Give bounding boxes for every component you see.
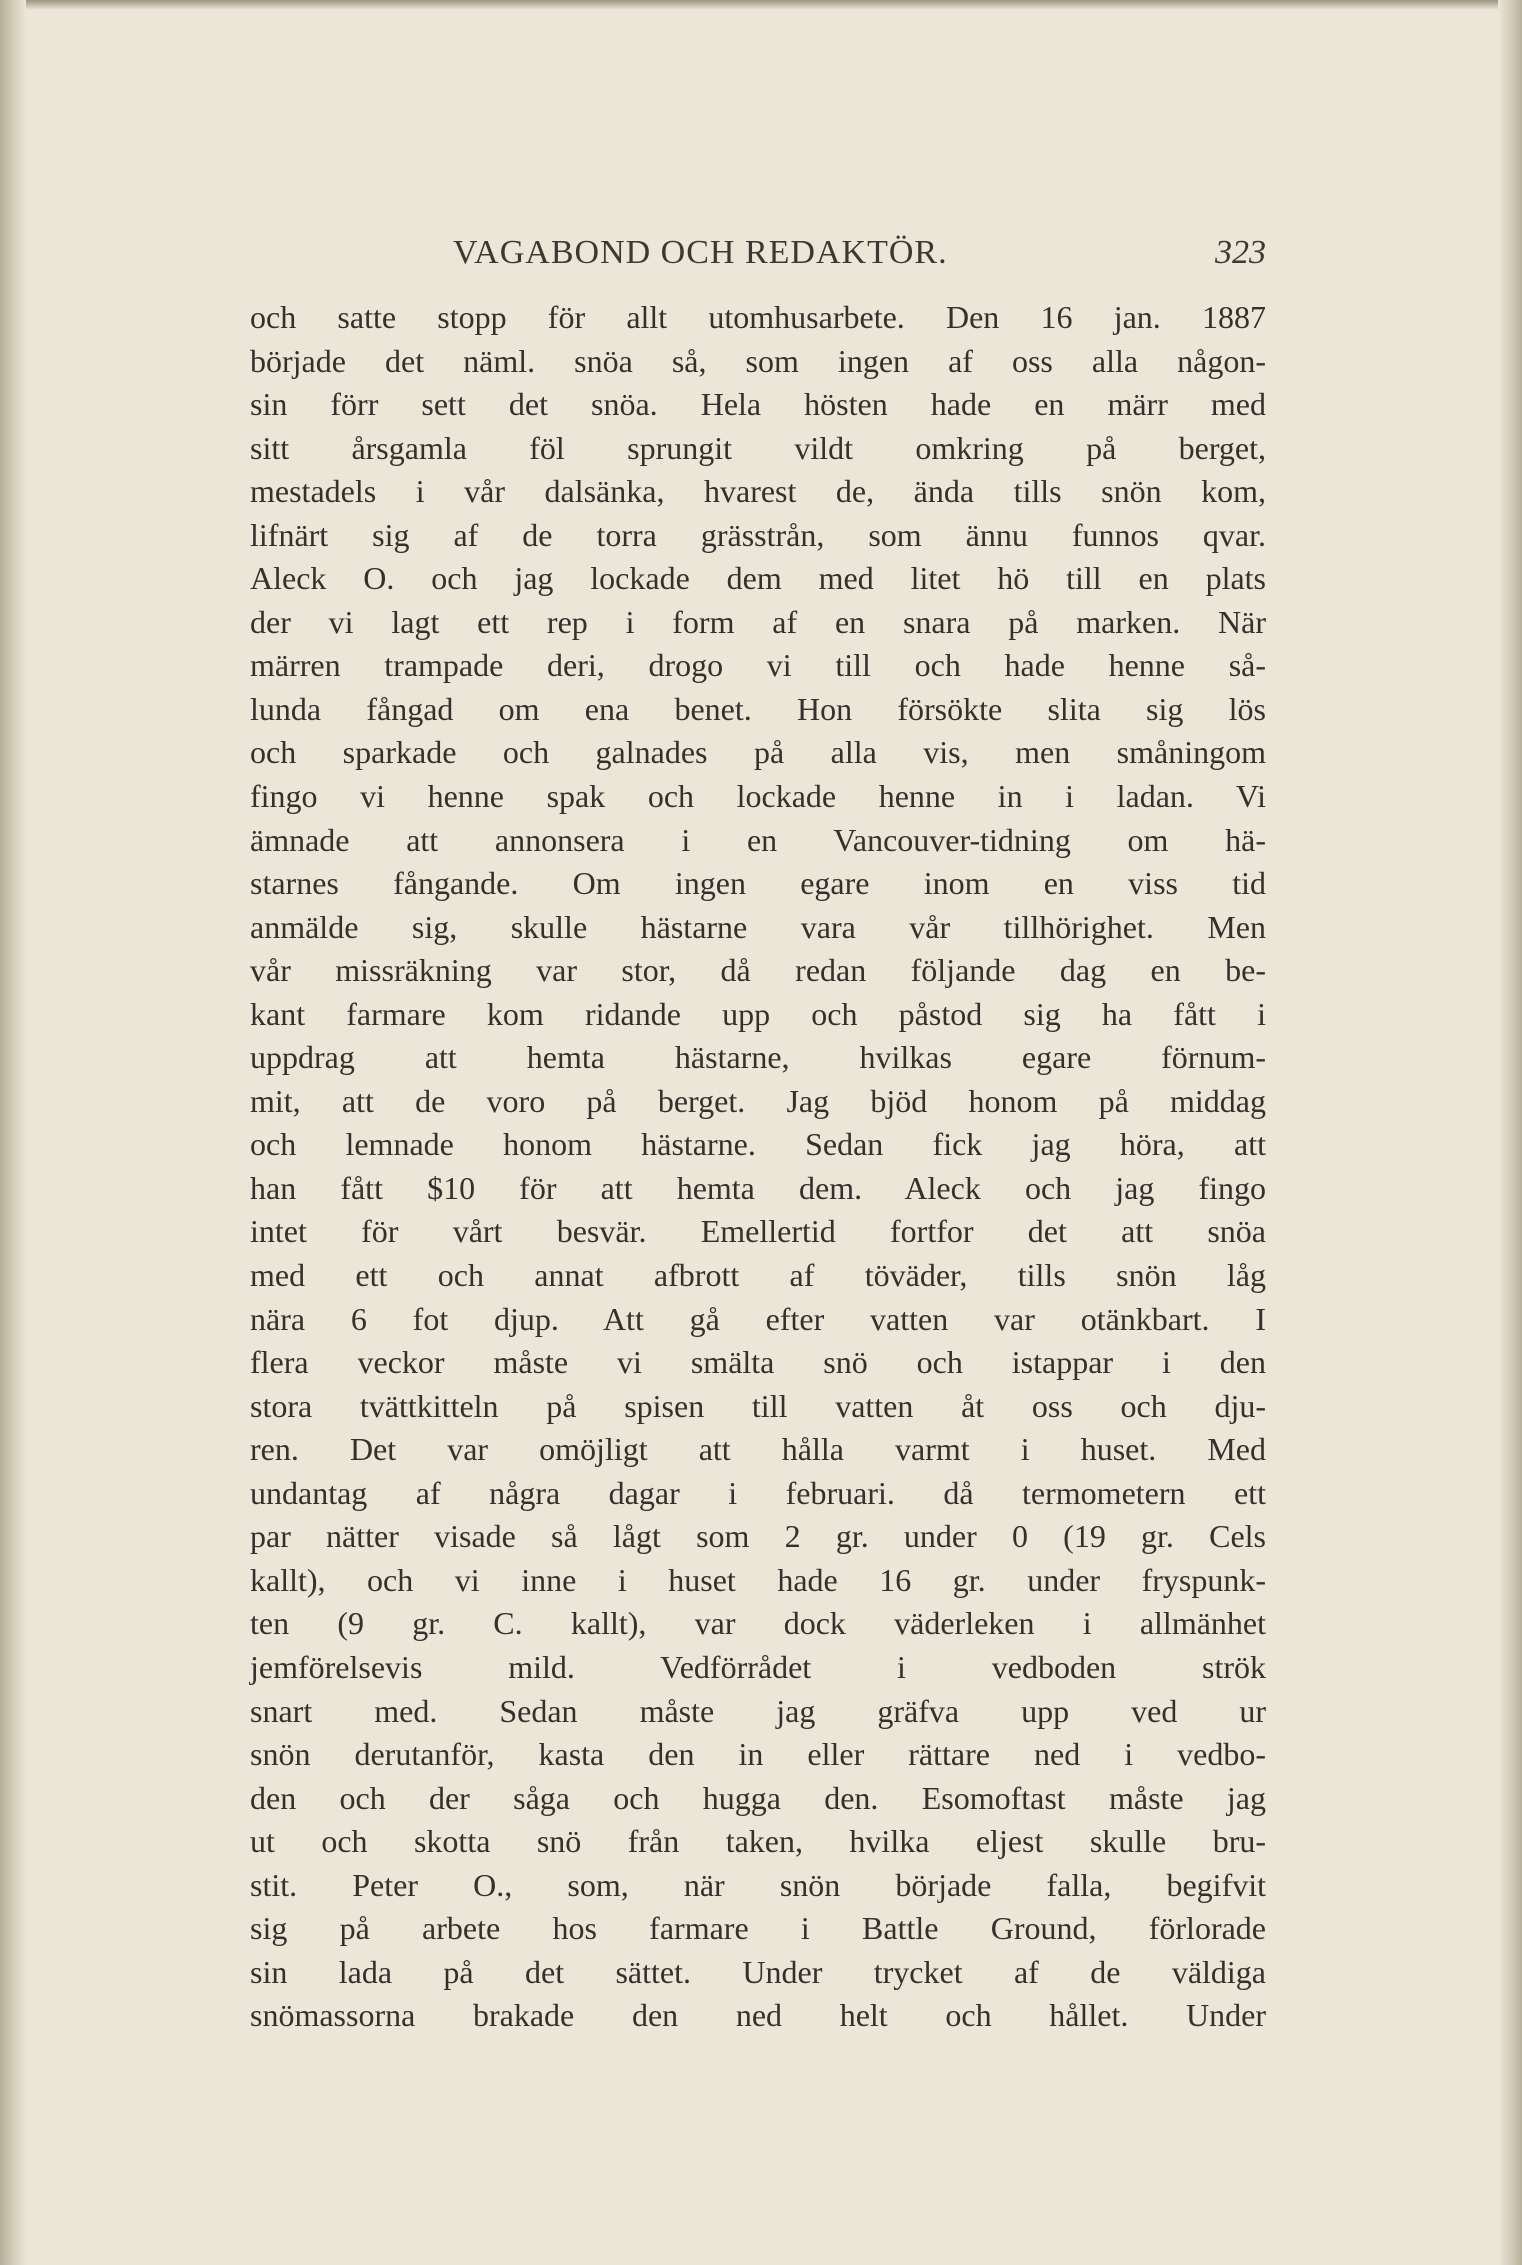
- text-line: sig på arbete hos farmare i Battle Ground, förlorade: [250, 1910, 1266, 1947]
- text-line: starnes fångande. Om ingen egare inom en viss tid: [250, 865, 1266, 902]
- text-line: lifnärt sig af de torra grässtrån, som ännu funnos qvar.: [250, 516, 1266, 553]
- text-line: kallt), och vi inne i huset hade 16 gr. under fryspunk-: [250, 1561, 1266, 1598]
- text-line: lunda fångad om ena benet. Hon försökte slita sig lös: [250, 690, 1266, 727]
- page-header: [250, 234, 1266, 282]
- text-line: mit, att de voro på berget. Jag bjöd honom på middag: [250, 1082, 1266, 1119]
- text-line: ut och skotta snö från taken, hvilka eljest skulle bru-: [250, 1823, 1266, 1860]
- text-line: han fått $10 för att hemta dem. Aleck och jag fingo: [250, 1169, 1266, 1206]
- text-line: märren trampade deri, drogo vi till och hade henne så-: [250, 647, 1266, 684]
- text-line: och lemnade honom hästarne. Sedan fick jag höra, att: [250, 1126, 1266, 1163]
- text-line: snön derutanför, kasta den in eller rättare ned i vedbo-: [250, 1736, 1266, 1773]
- text-line: ten (9 gr. C. kallt), var dock väderleken i allmänhet: [250, 1605, 1266, 1642]
- text-line: och sparkade och galnades på alla vis, men småningom: [250, 734, 1266, 771]
- text-line: stit. Peter O., som, när snön började falla, begifvit: [250, 1866, 1266, 1903]
- page-right-edge: [1498, 0, 1522, 2265]
- text-line: sin förr sett det snöa. Hela hösten hade en märr med: [250, 386, 1266, 423]
- text-line: stora tvättkitteln på spisen till vatten åt oss och dju-: [250, 1387, 1266, 1424]
- text-line: Aleck O. och jag lockade dem med litet hö till en plats: [250, 560, 1266, 597]
- text-line: den och der såga och hugga den. Esomoftast måste jag: [250, 1779, 1266, 1816]
- text-line: och satte stopp för allt utomhusarbete. Den 16 jan. 1887: [250, 299, 1266, 335]
- text-line: började det näml. snöa så, som ingen af oss alla någon-: [250, 342, 1266, 379]
- text-line: undantag af några dagar i februari. då termometern ett: [250, 1474, 1266, 1511]
- text-line: snart med. Sedan måste jag gräfva upp ved ur: [250, 1692, 1266, 1729]
- text-line: med ett och annat afbrott af töväder, tills snön låg: [250, 1257, 1266, 1294]
- text-line: uppdrag att hemta hästarne, hvilkas egare förnum-: [250, 1039, 1266, 1076]
- page-number: 323: [1215, 234, 1266, 271]
- text-line: flera veckor måste vi smälta snö och istappar i den: [250, 1344, 1266, 1381]
- text-line: fingo vi henne spak och lockade henne in i ladan. Vi: [250, 778, 1266, 815]
- text-line: intet för vårt besvär. Emellertid fortfor det att snöa: [250, 1213, 1266, 1250]
- running-title: VAGABOND OCH REDAKTÖR.: [453, 234, 948, 271]
- text-line: sitt årsgamla föl sprungit vildt omkring på berget,: [250, 429, 1266, 466]
- text-line: mestadels i vår dalsänka, hvarest de, ända tills snön kom,: [250, 473, 1266, 510]
- text-line: vår missräkning var stor, då redan följande dag en be-: [250, 952, 1266, 989]
- text-line: sin lada på det sättet. Under trycket af de väldiga: [250, 1953, 1266, 1990]
- text-line: ren. Det var omöjligt att hålla varmt i huset. Med: [250, 1431, 1266, 1468]
- page-top-edge: [0, 0, 1522, 10]
- text-line: par nätter visade så lågt som 2 gr. under 0 (19 gr. Cels: [250, 1518, 1266, 1555]
- text-line: kant farmare kom ridande upp och påstod sig ha fått i: [250, 995, 1266, 1032]
- page-left-edge: [0, 0, 26, 2265]
- body-text: [250, 296, 1266, 2038]
- text-line: nära 6 fot djup. Att gå efter vatten var otänkbart. I: [250, 1300, 1266, 1337]
- text-line: der vi lagt ett rep i form af en snara på marken. När: [250, 603, 1266, 640]
- text-line: anmälde sig, skulle hästarne vara vår tillhörighet. Men: [250, 908, 1266, 945]
- text-line: jemförelsevis mild. Vedförrådet i vedboden strök: [250, 1648, 1266, 1685]
- text-line: snömassorna brakade den ned helt och hållet. Under: [250, 1997, 1266, 2034]
- text-line: ämnade att annonsera i en Vancouver-tidning om hä-: [250, 821, 1266, 858]
